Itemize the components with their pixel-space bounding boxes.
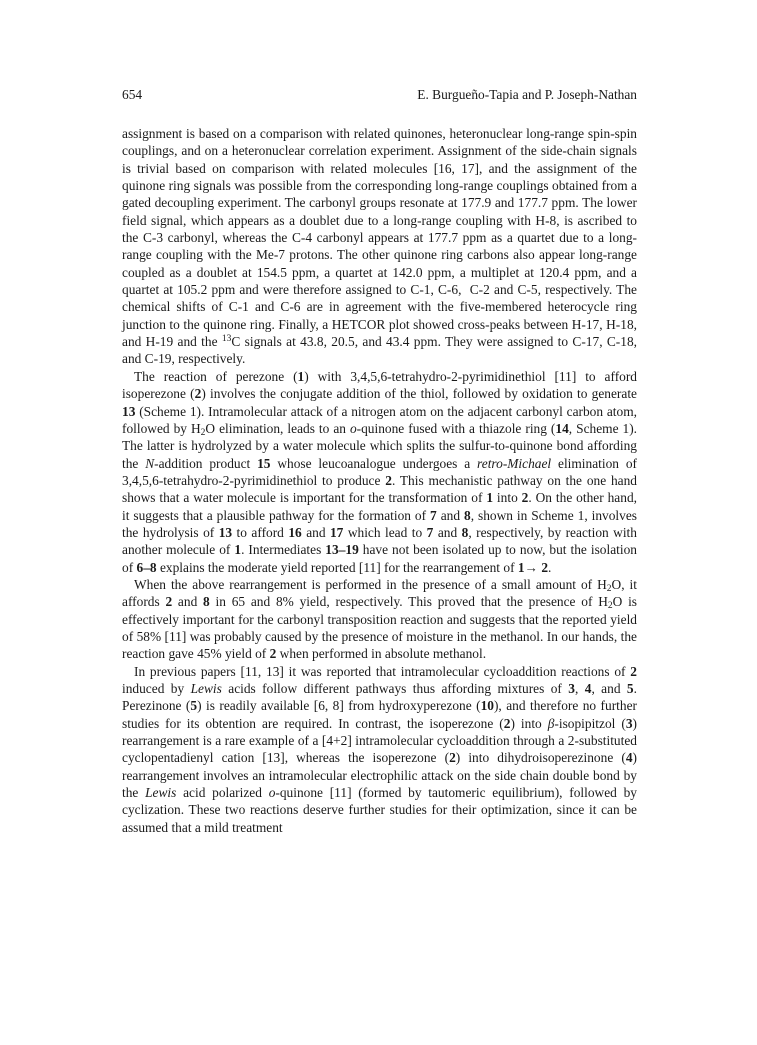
paragraph-3: When the above rearrangement is performed in the presence of a small amount of $H_2O$, it affords 2 and 8 in 65 and 8% yield, respectively. This proved that the presence of $H_2O$ is effectively important for the carbonyl transposition reaction and suggests that the reported yield of 58% [11] was probably caused by the presence of moisture in the methanol. In our hands, the reaction gave 45% yield of 2 when performed in absolute methanol. (122, 576, 637, 662)
running-head (122, 86, 637, 104)
article-body (122, 125, 637, 836)
page-number: 654 (122, 87, 143, 102)
journal-page (122, 86, 637, 836)
paragraph-2: The reaction of perezone (1) with 3,4,5,6-tetrahydro-2-pyrimidinethiol [11] to afford isoperezone (2) involves the conjugate addition of the thiol, followed by oxidation to generate 13 (Scheme 1). Intramolecular attack of a nitrogen atom on the adjacent carbonyl carbon atom, followed by $H_2O$ elimination, leads to an o-quinone fused with a thiazole ring (14, Scheme 1). The latter is hydrolyzed by a water molecule which splits the sulfur-to-quinone bond affording the N-addition product 15 whose leucoanalogue undergoes a retro-Michael elimination of 3,4,5,6-tetrahydro-2-pyrimidinethiol to produce 2. This mechanistic pathway on the one hand shows that a water molecule is important for the transformation of 1 into 2. On the other hand, it suggests that a plausible pathway for the formation of 7 and 8, shown in Scheme 1, involves the hydrolysis of 13 to afford 16 and 17 which lead to 7 and 8, respectively, by reaction with another molecule of 1. Intermediates 13–19 have not been isolated up to now, but the isolation of 6–8 explains the moderate yield reported [11] for the rearrangement of 1→ 2. (122, 368, 638, 575)
paragraph-1: assignment is based on a comparison with related quinones, heteronuclear long-range spin-spin couplings, and on a heteronuclear correlation experiment. Assignment of the side-chain signals is trivial based on comparison with related molecules [16, 17], and the assignment of the quinone ring signals was possible from the corresponding long-range couplings obtained from a gated decoupling experiment. The carbonyl groups resonate at 177.9 and 177.7 ppm. The lower field signal, which appears as a doublet due to a long-range coupling with H-8, is ascribed to the C-3 carbonyl, whereas the C-4 carbonyl appears at 177.7 ppm as a quartet due to a long-range coupling with the Me-7 protons. The other quinone ring carbons also appear long-range coupled as a doublet at 154.5 ppm, a quartet at 142.0 ppm, a multiplet at 120.4 ppm, and a quartet at 105.2 ppm and were therefore assigned to C-1, C-6, C-2 and C-5, respectively. The chemical shifts of C-1 and C-6 are in agreement with the five-membered heterocycle ring junction to the quinone ring. Finally, a HETCOR plot showed cross-peaks between H-17, H-18, and H-19 and the $^{13}$C signals at 43.8, 20.5, and 43.4 ppm. They were assigned to C-17, C-18, and C-19, respectively. (122, 126, 637, 367)
paragraph-4: In previous papers [11, 13] it was reported that intramolecular cycloaddition reactions of 2 induced by Lewis acids follow different pathways thus affording mixtures of 3, 4, and 5. Perezinone (5) is readily available [6, 8] from hydroxyperezone (10), and therefore no further studies for its obtention are required. In contrast, the isoperezone (2) into β-isopipitzol (3) rearrangement is a rare example of a [4+2] intramolecular cycloaddition through a 2-substituted cyclopentadienyl cation [13], whereas the isoperezone (2) into dihydroisoperezinone (4) rearrangement involves an intramolecular electrophilic attack on the side chain double bond by the Lewis acid polarized o-quinone [11] (formed by tautomeric equilibrium), followed by cyclization. These two reactions deserve further studies for their optimization, since it can be assumed that a mild treatment (122, 663, 637, 835)
running-head-authors: E. Burgueño-Tapia and P. Joseph-Nathan (417, 87, 637, 102)
